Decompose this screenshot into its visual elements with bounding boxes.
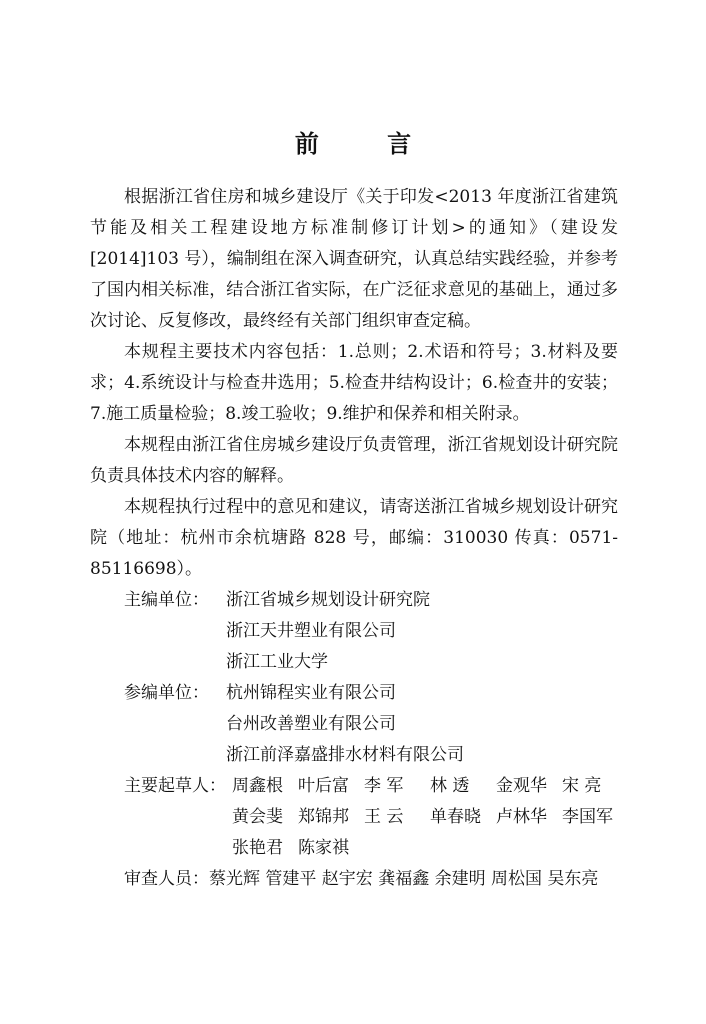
drafters-label: 主要起草人： [124,776,226,796]
chief-units [90,585,618,678]
drafter-name: 叶后富 [298,776,349,796]
reviewers-label: 审查人员： [124,869,209,889]
participating-unit-name: 台州改善塑业有限公司 [226,714,396,734]
drafters [90,771,618,864]
participating-unit-name: 浙江前泽嘉盛排水材料有限公司 [226,745,464,765]
chief-unit-name: 浙江工业大学 [226,652,328,672]
participating-units [90,678,618,771]
chief-unit-row [90,647,618,678]
page-title: 前 言 [294,130,442,158]
participating-unit-row [90,709,618,740]
drafter-name: 郑锦邦 [298,807,349,827]
drafter-name: 宋 亮 [562,776,602,796]
chief-units-label: 主编单位： [124,590,209,610]
drafter-name: 黄会斐 [232,807,283,827]
paragraph-contents: 本规程主要技术内容包括：1.总则；2.术语和符号；3.材料及要求；4.系统设计与检查井选用；5.检查井结构设计；6.检查井的安装；7.施工质量检验；8.竣工验收；9.维护和保养和相关附录。 [90,342,618,424]
drafter-row [90,802,618,833]
participating-unit-row [90,678,618,709]
drafter-name: 陈家祺 [298,838,349,858]
participating-unit-name: 杭州锦程实业有限公司 [226,683,396,703]
paragraph-feedback: 本规程执行过程中的意见和建议，请寄送浙江省城乡规划设计研究院（地址：杭州市余杭塘路 828 号，邮编：310030 传真：0571-85116698）。 [90,497,618,579]
participating-units-label: 参编单位： [124,683,209,703]
participating-unit-row [90,740,618,771]
drafter-name: 王 云 [364,807,404,827]
drafter-row [90,833,618,864]
drafter-name: 周鑫根 [232,776,283,796]
drafter-row [90,771,618,802]
paragraph-background: 根据浙江省住房和城乡建设厅《关于印发<2013 年度浙江省建筑节能及相关工程建设地方标准制修订计划>的通知》（建设发[2014]103 号），编制组在深入调查研究，认真总结实践经验，并参考了国内相关标准，结合浙江省实际，在广泛征求意见的基础上，通过多次讨论、反复修改，最终经有关部门组织审查定稿。 [90,187,618,331]
drafter-name: 单春晓 [430,807,481,827]
chief-unit-name: 浙江天井塑业有限公司 [226,621,396,641]
chief-unit-row [90,585,618,616]
paragraph-management: 本规程由浙江省住房城乡建设厅负责管理，浙江省规划设计研究院负责具体技术内容的解释。 [90,435,618,486]
chief-unit-row [90,616,618,647]
drafter-name: 金观华 [496,776,547,796]
reviewers-names: 蔡光辉 管建平 赵宇宏 龚福鑫 余建明 周松国 吴东亮 [209,869,599,889]
drafter-name: 林 透 [430,776,470,796]
chief-unit-name: 浙江省城乡规划设计研究院 [226,590,430,610]
reviewers [90,864,618,895]
drafter-name: 李国军 [562,807,613,827]
drafter-name: 张艳君 [232,838,283,858]
drafter-name: 卢林华 [496,807,547,827]
preface-body [90,182,618,895]
drafter-name: 李 军 [364,776,404,796]
